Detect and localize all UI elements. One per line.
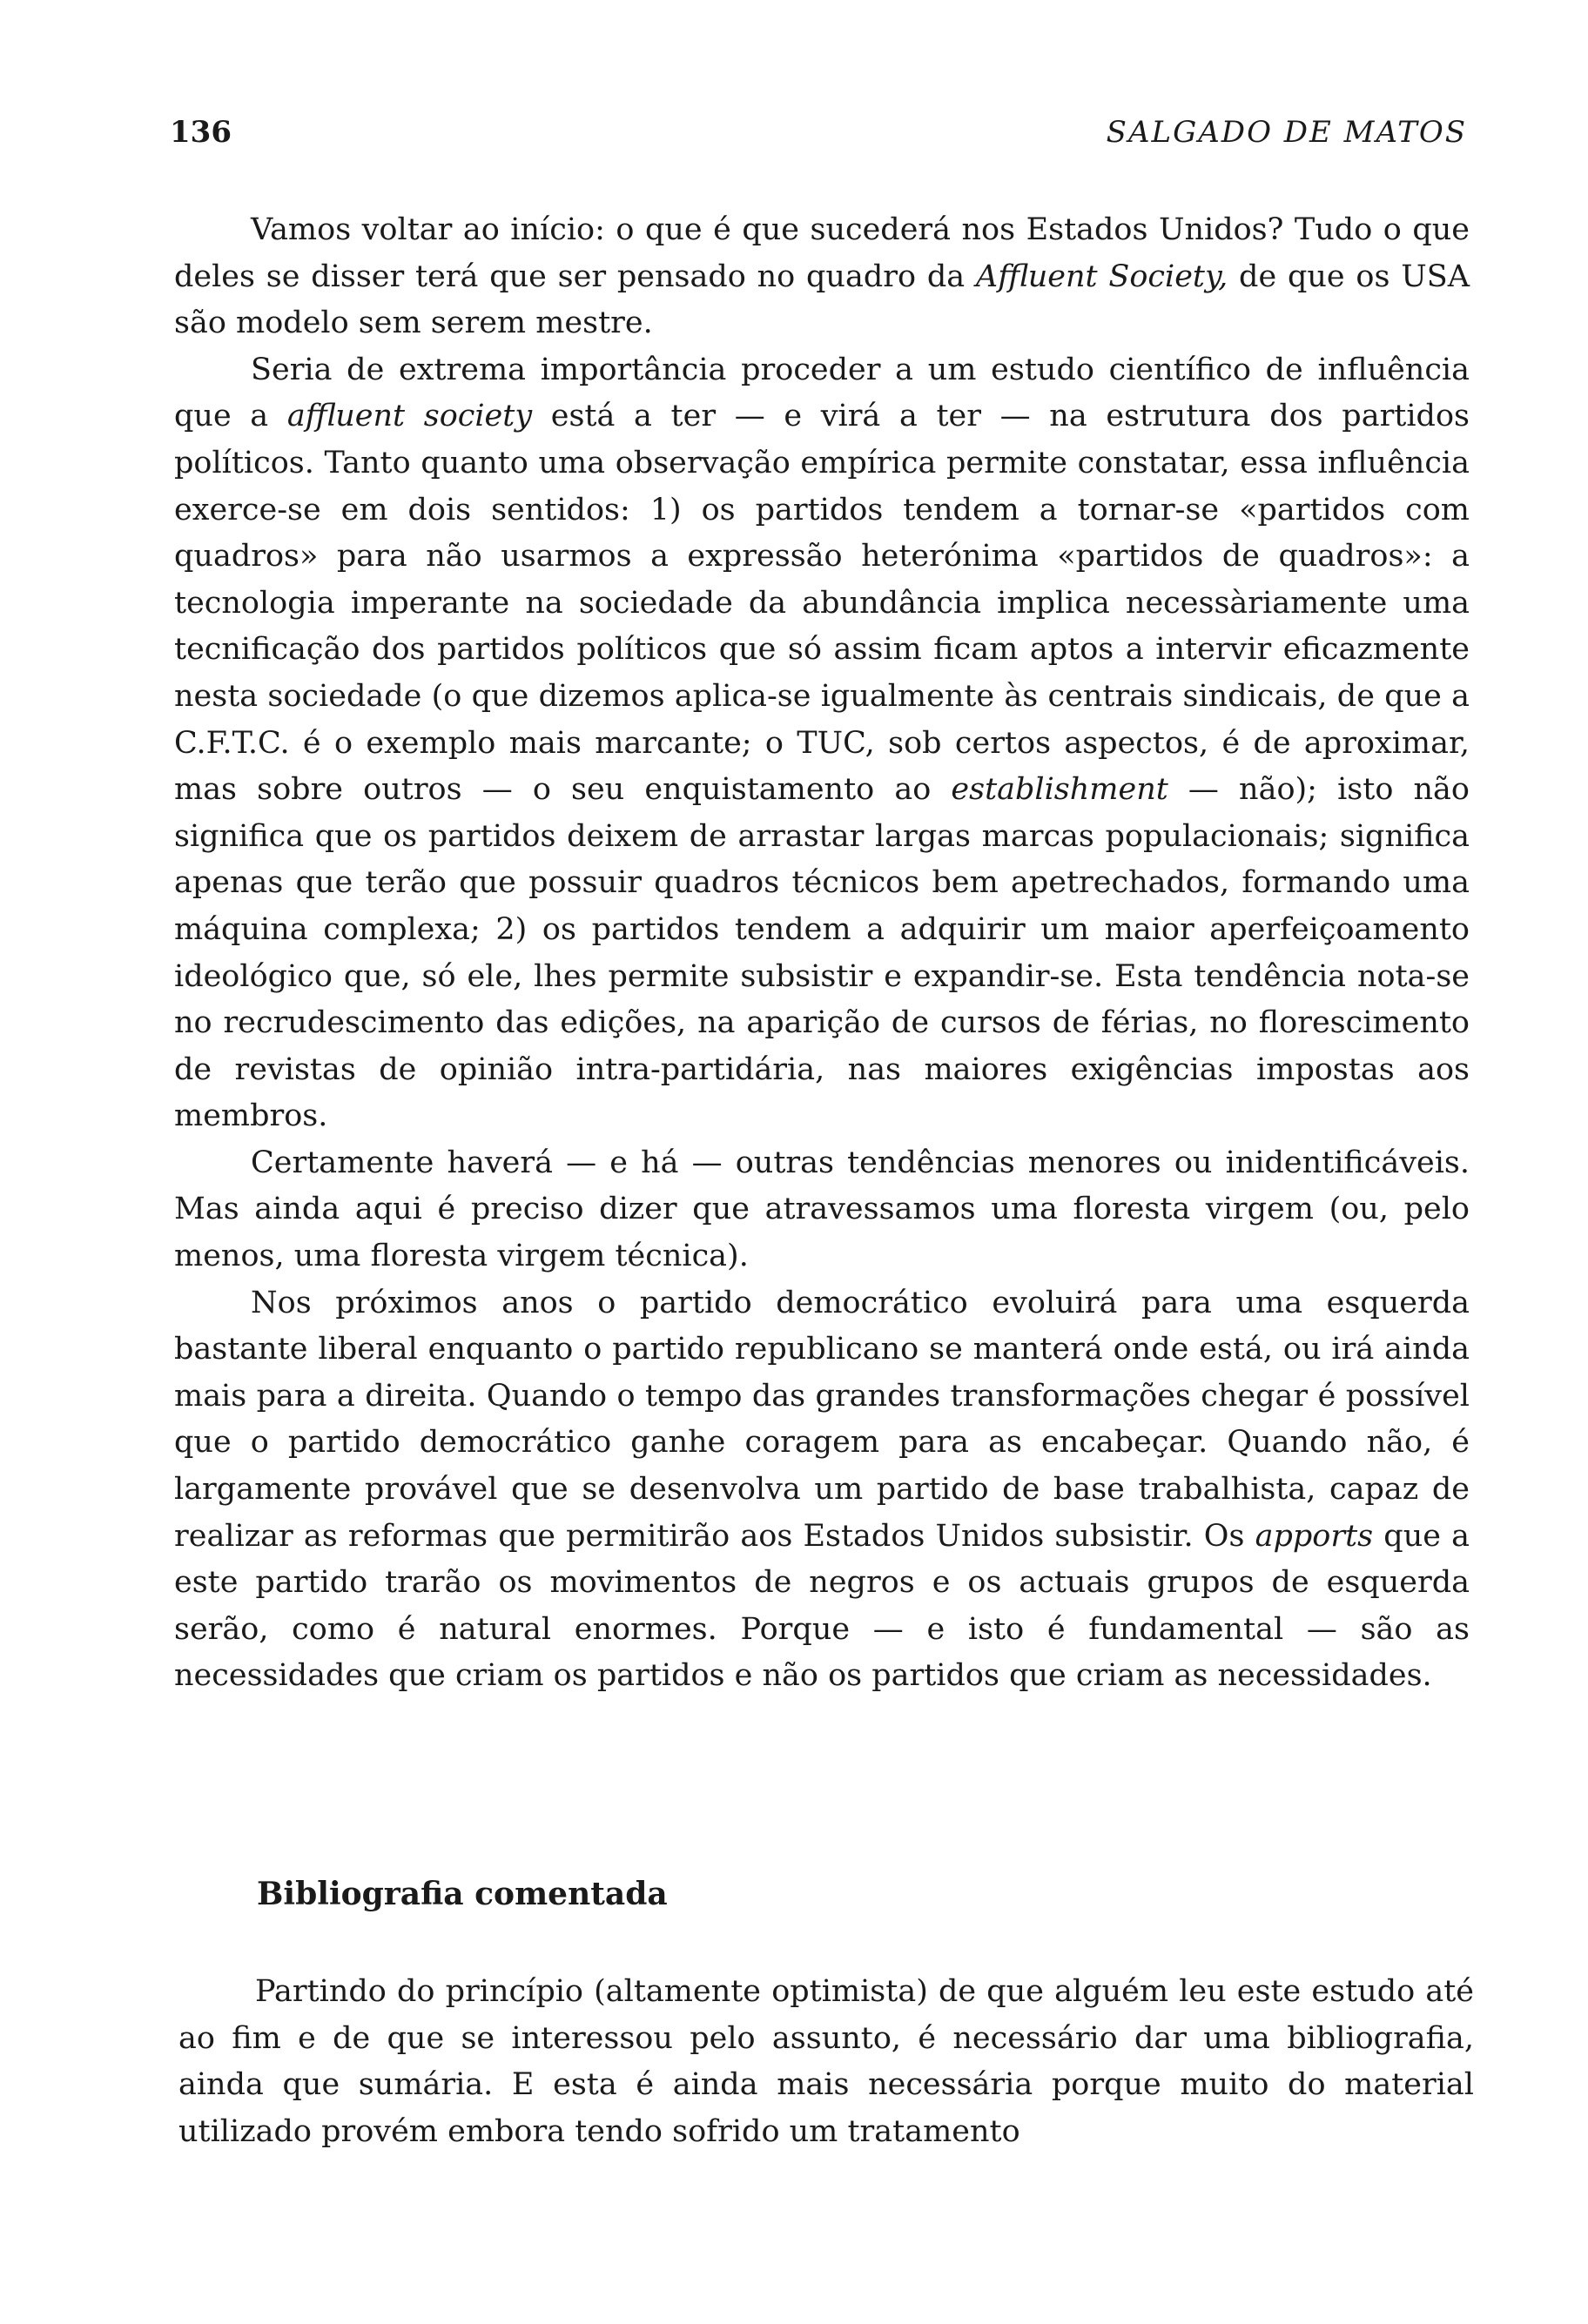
paragraph-4 [174,1280,1470,1700]
italic-term: apports [1255,1518,1374,1554]
italic-term: establishment [951,772,1168,808]
italic-term: affluent society [286,399,533,434]
text-run: Seria de extrema importância proceder a um estudo científico de influência que a [174,352,1470,434]
text-run: que a este partido trarão os movimentos de negros e os actuais grupos de esquerda serão, como é natural enormes. Porque — e isto é fundamental — são as necessidades que criam os partidos e não os partidos que criam as necessidades. [174,1518,1470,1694]
running-title: SALGADO DE MATOS [1106,115,1467,150]
text-run: está a ter — e virá a ter — na estrutura dos partidos políticos. Tanto quanto uma observação empírica permite constatar, essa influência exerce-se em dois sentidos: 1) os partidos tendem a tornar-se «partidos com quadros» para não usarmos a expressão heterónima «partidos de quadros»: a tecnologia imperante na sociedade da abundância implica necessàriamente uma tecnificação dos partidos políticos que só assim ficam aptos a intervir eficazmente nesta sociedade (o que dizemos aplica-se igualmente às centrais sindicais, de que a C.F.T.C. é o exemplo mais marcante; o TUC, sob certos aspectos, é de aproximar, mas sobre outros — o seu enquistamento ao [174,399,1470,808]
paragraph-1 [174,207,1470,347]
text-run: Nos próximos anos o partido democrático evoluirá para uma esquerda bastante liberal enquanto o partido republicano se manterá onde está, ou irá ainda mais para a direita. Quando o tempo das grandes transformações chegar é possível que o partido democrático ganhe coragem para as encabeçar. Quando não, é largamente provável que se desenvolva um partido de base trabalhista, capaz de realizar as reformas que permitirão aos Estados Unidos subsistir. Os [174,1285,1470,1554]
body-text [174,207,1470,1700]
page-number: 136 [170,115,232,150]
text-run: Certamente haverá — e há — outras tendências menores ou inidentificáveis. Mas ainda aqui é preciso dizer que atravessamos uma floresta virgem (ou, pelo menos, uma floresta virgem técnica). [174,1145,1470,1274]
running-head [170,115,1467,158]
paragraph-2 [174,347,1470,1140]
paragraph-3 [174,1140,1470,1280]
bibliography-text [178,1969,1474,2155]
text-run: de que os USA são modelo sem serem mestre. [174,259,1470,341]
section-title: Bibliografia comentada [257,1876,668,1912]
text-run: — não); isto não significa que os partidos deixem de arrastar largas marcas populacionais; significa apenas que terão que possuir quadros técnicos bem apetrechados, formando uma máquina complexa; 2) os partidos tendem a adquirir um maior aperfeiçoamento ideológico que, só ele, lhes permite subsistir e expandir-se. Esta tendência nota-se no recrudescimento das edições, na aparição de cursos de férias, no florescimento de revistas de opinião intra-partidária, nas maiores exigências impostas aos membros. [174,772,1470,1134]
text-run: Vamos voltar ao início: o que é que sucederá nos Estados Unidos? Tudo o que deles se disser terá que ser pensado no quadro da [174,212,1470,294]
italic-term: Affluent Society, [975,259,1228,294]
bibliography-paragraph: Partindo do princípio (altamente optimista) de que alguém leu este estudo até ao fim e de que se interessou pelo assunto, é necessário dar uma bibliografia, ainda que sumária. E esta é ainda mais necessária porque muito do material utilizado provém embora tendo sofrido um tratamento [178,1974,1474,2149]
